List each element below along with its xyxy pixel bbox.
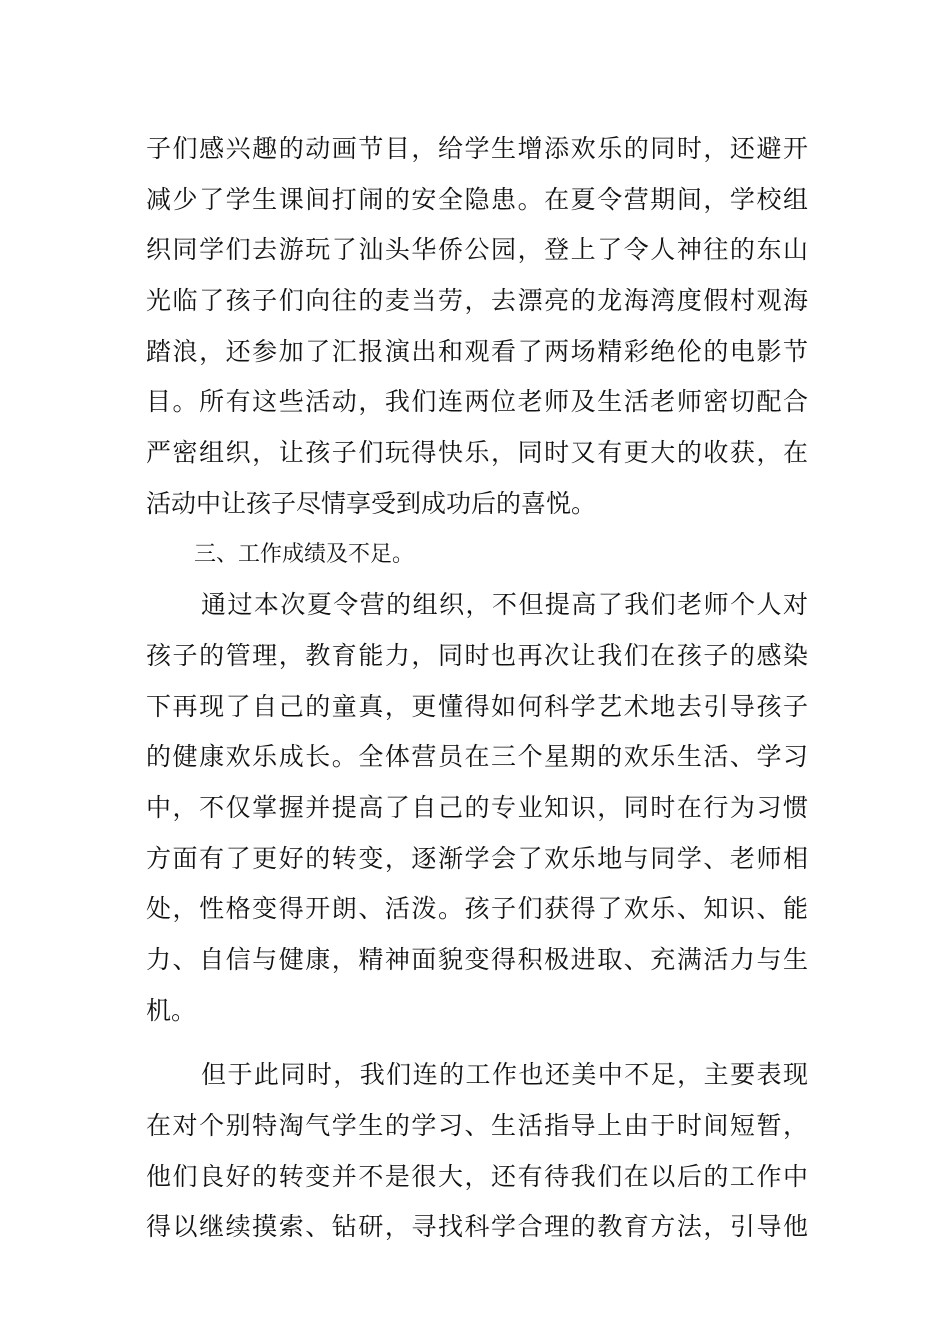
text-line: 下再现了自己的童真，更懂得如何科学艺术地去引导孩子 <box>146 691 808 721</box>
document-body <box>146 124 808 1253</box>
section-heading: 三、工作成绩及不足。 <box>194 541 415 567</box>
paragraph-shortcomings <box>146 1050 808 1253</box>
text-line: 但于此同时，我们连的工作也还美中不足，主要表现 <box>201 1060 808 1090</box>
text-line: 活动中让孩子尽情享受到成功后的喜悦。 <box>146 488 597 518</box>
text-line: 减少了学生课间打闹的安全隐患。在夏令营期间，学校组 <box>146 184 808 214</box>
text-line: 他们良好的转变并不是很大，还有待我们在以后的工作中 <box>146 1161 808 1191</box>
text-line: 处，性格变得开朗、活泼。孩子们获得了欢乐、知识、能 <box>146 894 808 924</box>
paragraph-achievements <box>146 580 808 1036</box>
paragraph-activities <box>146 124 808 530</box>
text-line: 子们感兴趣的动画节目，给学生增添欢乐的同时，还避开 <box>146 134 808 163</box>
text-line: 踏浪，还参加了汇报演出和观看了两场精彩绝伦的电影节 <box>146 336 808 366</box>
text-line: 严密组织，让孩子们玩得快乐，同时又有更大的收获，在 <box>146 438 808 468</box>
paragraph-gap <box>146 1036 808 1050</box>
text-line: 通过本次夏令营的组织，不但提高了我们老师个人对 <box>201 590 808 620</box>
text-line: 织同学们去游玩了汕头华侨公园，登上了令人神往的东山 <box>146 235 808 265</box>
text-line: 中，不仅掌握并提高了自己的专业知识，同时在行为习惯 <box>146 792 808 822</box>
text-line: 在对个别特淘气学生的学习、生活指导上由于时间短暂， <box>146 1111 808 1141</box>
text-line: 的健康欢乐成长。全体营员在三个星期的欢乐生活、学习 <box>146 742 808 772</box>
text-line: 方面有了更好的转变，逐渐学会了欢乐地与同学、老师相 <box>146 843 808 873</box>
text-line: 光临了孩子们向往的麦当劳，去漂亮的龙海湾度假村观海 <box>146 286 808 316</box>
text-line: 孩子的管理，教育能力，同时也再次让我们在孩子的感染 <box>146 640 808 670</box>
text-line: 目。所有这些活动，我们连两位老师及生活老师密切配合 <box>146 387 808 417</box>
text-line: 得以继续摸索、钻研，寻找科学合理的教育方法，引导他 <box>146 1212 808 1242</box>
text-line: 力、自信与健康，精神面貌变得积极进取、充满活力与生 <box>146 945 808 974</box>
text-line: 机。 <box>146 995 197 1025</box>
